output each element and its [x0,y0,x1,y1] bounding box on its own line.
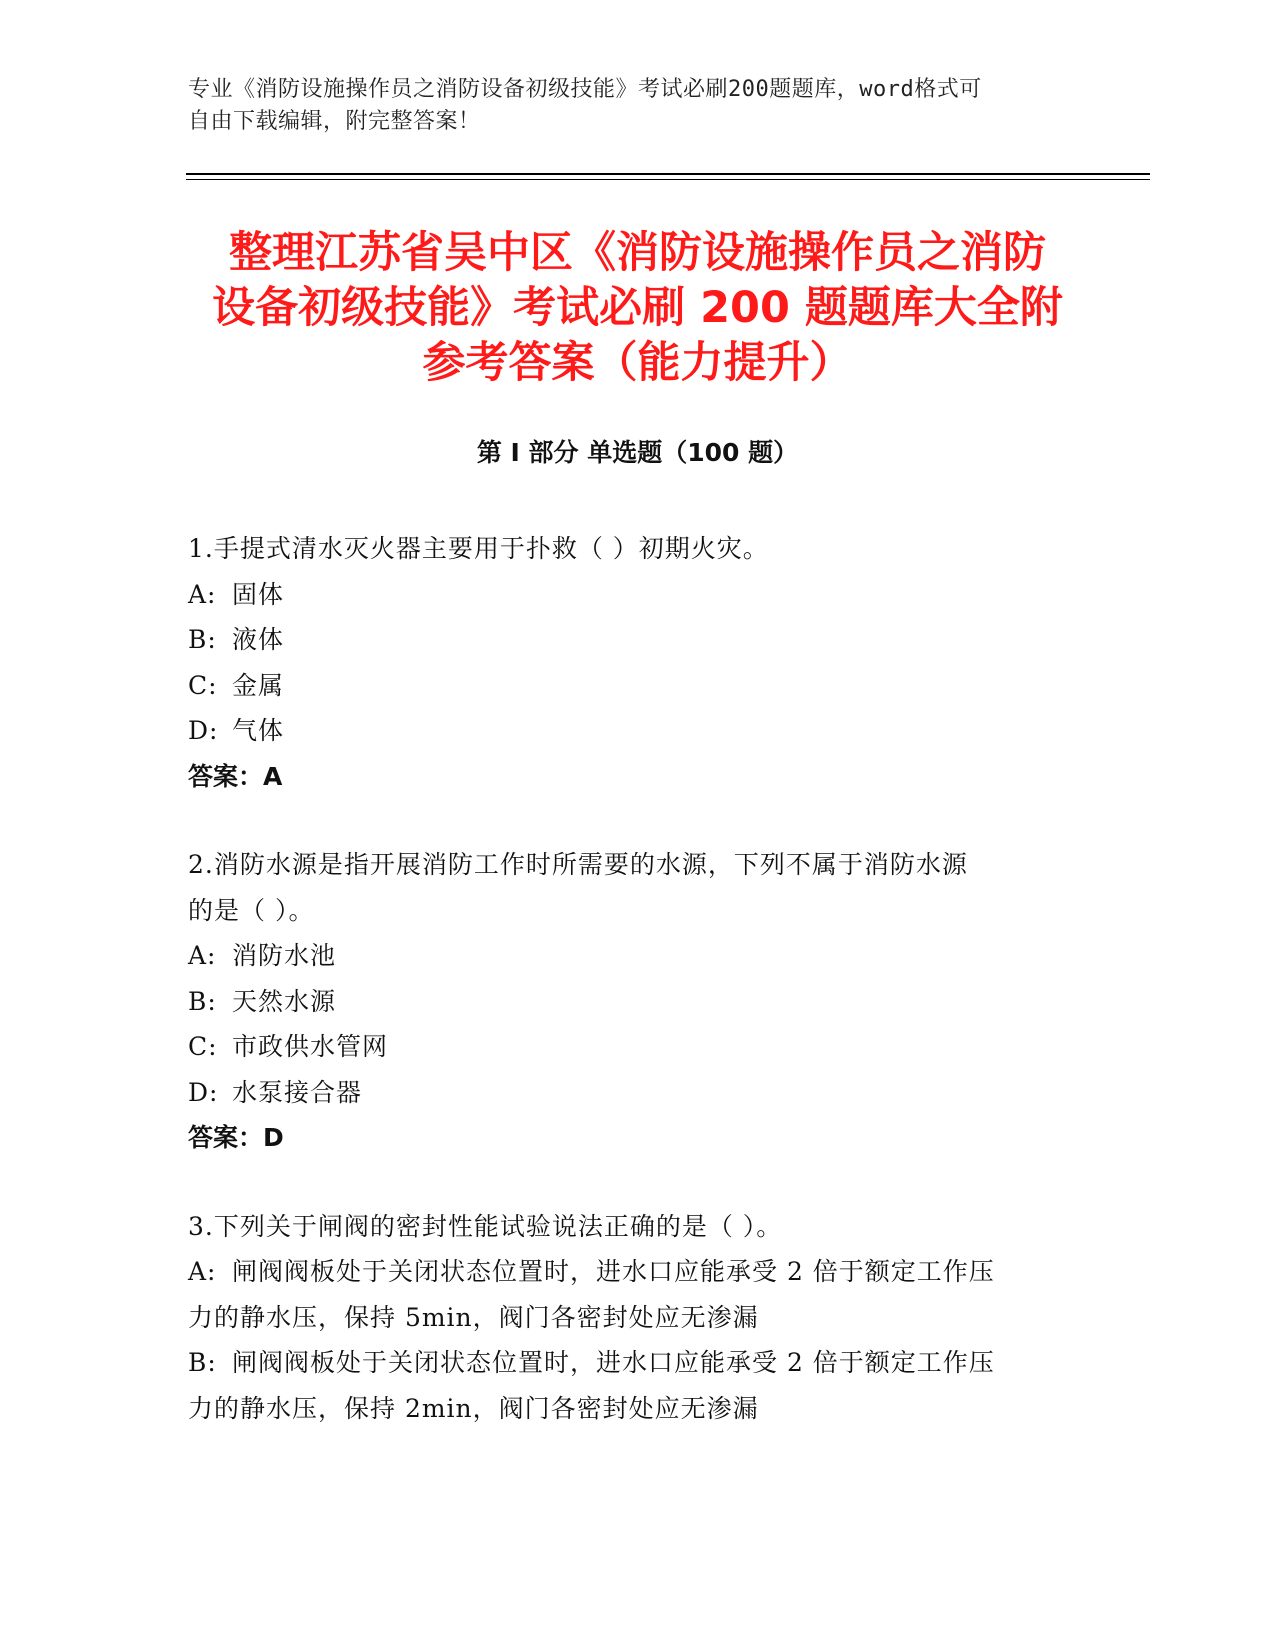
option-letter: A: [188,1257,217,1286]
option-text: 金属 [232,670,285,700]
option-text: 液体 [232,625,285,654]
answer-option [188,1249,1088,1295]
answer-option [188,617,1088,663]
answer-option [188,933,1088,979]
answer-option [188,572,1088,618]
option-letter: A: [188,941,217,970]
question-stem: 的是（ ）。 [188,895,315,925]
option-text: 消防水池 [232,941,337,970]
answer-option [188,708,1088,754]
header-note-line-2: 自由下载编辑，附完整答案！ [188,109,481,134]
header-divider-top [186,173,1150,175]
answer-key: 答案：D [188,1123,284,1152]
title-line-2: 设备初级技能》考试必刷 200 题题库大全附 [212,283,1063,333]
option-text: 市政供水管网 [232,1032,389,1061]
option-text: 固体 [232,579,285,609]
answer-option [188,1024,1088,1070]
answer-option [188,979,1088,1025]
answer-option: 力的静水压，保持 5min，阀门各密封处应无渗漏 [188,1302,759,1332]
title-line-1: 整理江苏省吴中区《消防设施操作员之消防 [229,228,1046,278]
answer-option: 力的静水压，保持 2min，阀门各密封处应无渗漏 [188,1393,759,1423]
option-letter: B: [188,1348,217,1377]
question-stem: 1.手提式清水灭火器主要用于扑救（ ）初期火灾。 [188,534,769,563]
option-letter: D: [188,716,219,745]
option-letter: C: [188,670,218,700]
title-line-3: 参考答案（能力提升） [422,338,853,388]
question-item [188,842,1088,1161]
answer-option [188,1070,1088,1116]
answer-option [188,1340,1088,1386]
option-text: 水泵接合器 [232,1077,363,1107]
section-heading: 第 I 部分 单选题（100 题） [476,438,799,467]
question-stem: 3.下列关于闸阀的密封性能试验说法正确的是（ ）。 [188,1211,783,1241]
option-text: 闸阀阀板处于关闭状态位置时，进水口应能承受 2 倍于额定工作压 [232,1348,995,1377]
question-item [188,1204,1088,1432]
question-item [188,526,1088,799]
option-text: 气体 [232,716,285,745]
option-text: 天然水源 [232,986,337,1016]
option-letter: A: [188,579,217,609]
answer-option [188,663,1088,709]
option-letter: C: [188,1032,218,1061]
question-list [188,526,1088,1474]
document-title [170,226,1105,391]
header-note-line-1: 专业《消防设施操作员之消防设备初级技能》考试必刷200题题库，word格式可 [188,77,982,102]
header-note [188,74,1088,138]
header-divider-bottom [186,179,1150,180]
option-letter: D: [188,1077,219,1107]
option-letter: B: [188,986,217,1016]
option-letter: B: [188,625,217,654]
option-text: 闸阀阀板处于关闭状态位置时，进水口应能承受 2 倍于额定工作压 [232,1257,995,1286]
question-stem: 2.消防水源是指开展消防工作时所需要的水源，下列不属于消防水源 [188,850,968,879]
answer-key: 答案：A [188,761,283,791]
